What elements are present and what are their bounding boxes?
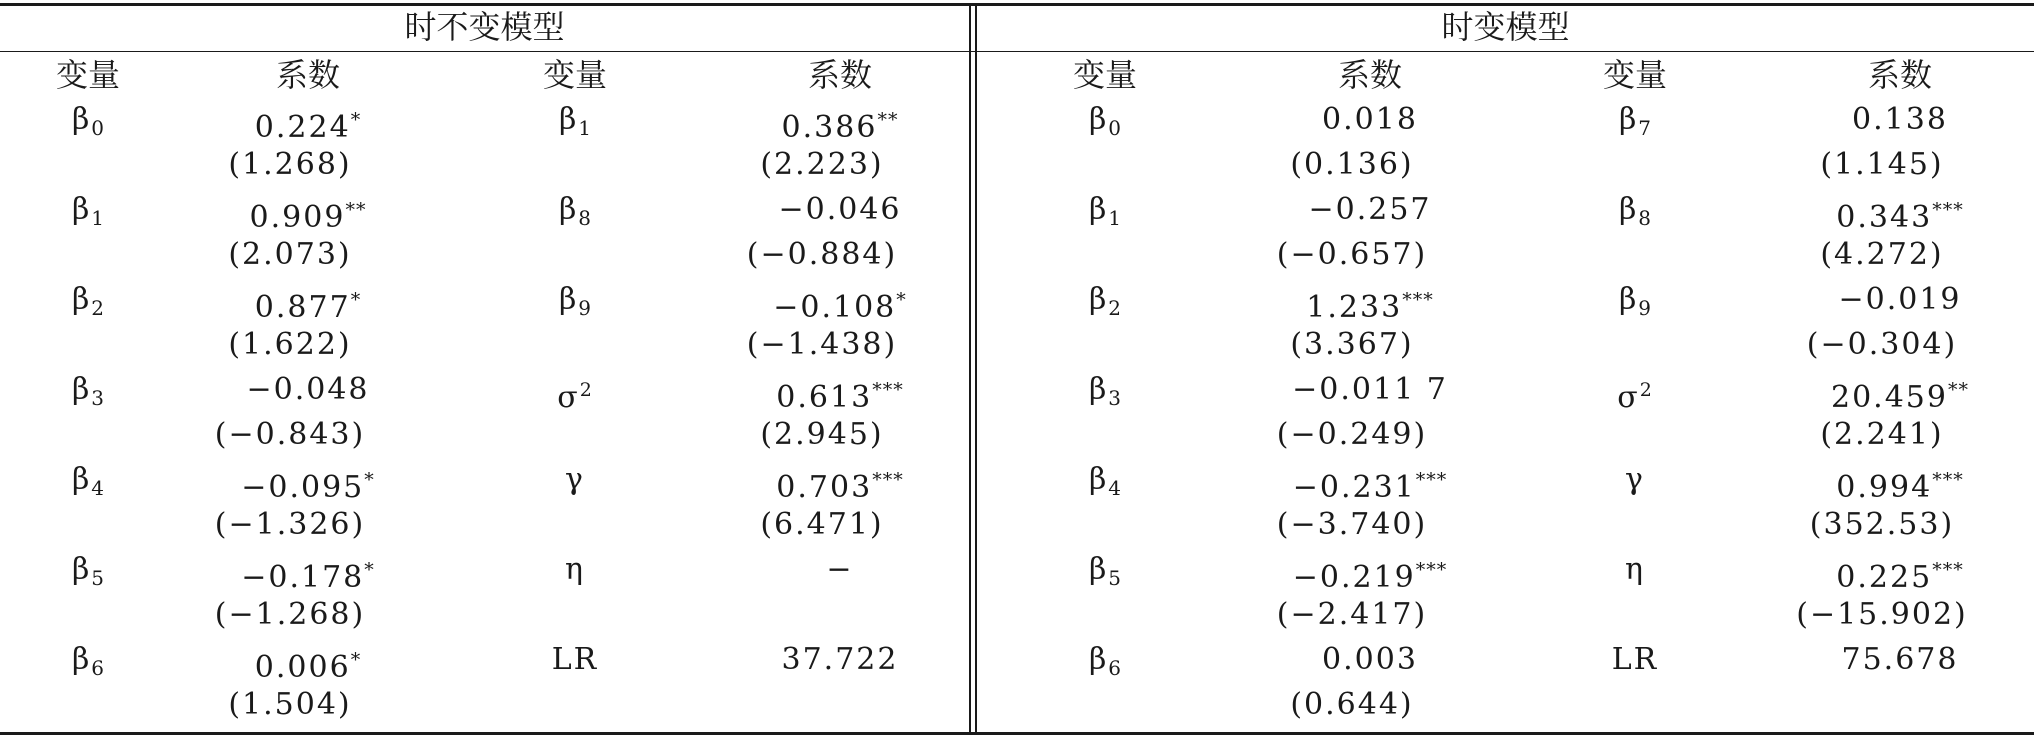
coefficient-value: 0.003 (1322, 642, 1418, 677)
coefficient-cell (1790, 278, 2010, 322)
coefficient-cell (1790, 368, 2010, 415)
coefficient-cell (730, 368, 950, 415)
variable-cell (0, 548, 198, 592)
coefficient-cell (1260, 548, 1480, 595)
coefficient-value: 0.877 (254, 290, 351, 325)
coefficient-cell (1260, 188, 1480, 232)
header-variable: 变量 (542, 56, 607, 94)
variable-cell (0, 458, 198, 502)
variable-subscript: 4 (91, 476, 105, 500)
variable-symbol: β (1088, 642, 1109, 677)
table-bottom-rule (0, 732, 2034, 735)
variable-cell (1525, 458, 1745, 502)
t-statistic-value: (−1.438) (746, 327, 898, 362)
t-statistic-value: (−2.417) (1276, 597, 1428, 632)
variable-cell (465, 188, 685, 232)
variable-cell (465, 638, 685, 682)
variable-subscript: 1 (1108, 206, 1122, 230)
significance-stars: *** (1932, 199, 1964, 221)
variable-subscript: 9 (578, 296, 592, 320)
t-statistic-value: (−0.884) (746, 237, 898, 272)
variable-symbol: σ (1617, 380, 1640, 415)
variable-subscript: 2 (91, 296, 105, 320)
variable-cell (0, 98, 198, 142)
variable-subscript: 8 (1638, 206, 1652, 230)
variable-symbol: β (71, 282, 92, 317)
variable-subscript: 1 (91, 206, 105, 230)
coefficient-cell (730, 98, 950, 145)
t-statistic-cell (1772, 233, 1992, 277)
variable-cell (995, 278, 1215, 322)
t-statistic-cell (1242, 683, 1462, 727)
t-statistic-value: (0.136) (1290, 147, 1414, 182)
variable-symbol: β (558, 282, 579, 317)
variable-subscript: 1 (578, 116, 592, 140)
significance-stars: *** (1415, 469, 1448, 491)
t-statistic-cell (1242, 323, 1462, 367)
variable-symbol: η (565, 552, 585, 587)
header-coefficient: 系数 (1867, 56, 1932, 94)
coefficient-value: −0.048 (246, 372, 370, 407)
group-title-time-invariant: 时不变模型 (404, 8, 565, 46)
coefficient-value: −0.046 (778, 192, 902, 227)
coefficient-cell (730, 278, 950, 325)
coefficient-cell (198, 278, 418, 325)
significance-stars: * (350, 289, 362, 311)
t-statistic-value: (3.367) (1290, 327, 1414, 362)
variable-subscript: 6 (91, 656, 105, 680)
t-statistic-cell (1242, 503, 1462, 547)
coefficient-cell (730, 638, 950, 682)
header-variable: 变量 (55, 56, 120, 94)
t-statistic-value: (2.945) (760, 417, 884, 452)
variable-symbol: LR (1611, 642, 1659, 677)
variable-symbol: β (1088, 462, 1109, 497)
t-statistic-value: (−1.326) (214, 507, 366, 542)
significance-stars: *** (872, 379, 904, 401)
t-statistic-value: (2.241) (1820, 417, 1944, 452)
variable-symbol: β (1088, 552, 1109, 587)
coefficient-cell (198, 98, 418, 145)
coefficient-value: 0.225 (1836, 560, 1933, 595)
variable-symbol: β (1088, 282, 1109, 317)
header-coefficient: 系数 (1337, 56, 1402, 94)
coefficient-value: 0.386 (781, 110, 878, 145)
coefficient-cell (1260, 98, 1480, 142)
variable-symbol: β (71, 102, 92, 137)
variable-subscript: 4 (1108, 476, 1122, 500)
significance-stars: ** (877, 109, 899, 131)
coefficient-cell (1790, 188, 2010, 235)
t-statistic-cell (180, 233, 400, 277)
t-statistic-cell (180, 413, 400, 457)
t-statistic-cell (1772, 143, 1992, 187)
t-statistic-cell (712, 143, 932, 187)
coefficient-value: 0.138 (1852, 102, 1948, 137)
variable-subscript: 2 (1108, 296, 1122, 320)
coefficient-cell (1790, 638, 2010, 682)
variable-cell (995, 458, 1215, 502)
coefficient-value: −0.095 (241, 470, 365, 505)
coefficient-value: − (826, 552, 854, 587)
variable-cell (995, 638, 1215, 682)
t-statistic-value: (1.504) (228, 687, 352, 722)
coefficient-value: 0.994 (1836, 470, 1933, 505)
t-statistic-cell (180, 323, 400, 367)
t-statistic-cell (1772, 593, 1992, 637)
t-statistic-value: (6.471) (760, 507, 884, 542)
variable-cell (465, 368, 685, 415)
variable-cell (0, 368, 198, 412)
coefficient-value: 37.722 (781, 642, 899, 677)
t-statistic-value: (4.272) (1820, 237, 1944, 272)
variable-subscript: 3 (1108, 386, 1122, 410)
t-statistic-cell (712, 323, 932, 367)
header-coefficient: 系数 (275, 56, 340, 94)
t-statistic-value: (−0.304) (1806, 327, 1958, 362)
t-statistic-cell (1242, 143, 1462, 187)
variable-symbol: LR (551, 642, 599, 677)
variable-symbol: β (1088, 192, 1109, 227)
variable-cell (465, 458, 685, 502)
variable-symbol: β (71, 372, 92, 407)
coefficient-cell (1260, 638, 1480, 682)
variable-subscript: 8 (578, 206, 592, 230)
group-title-time-varying: 时变模型 (1441, 8, 1570, 46)
t-statistic-cell (180, 593, 400, 637)
coefficient-cell (730, 458, 950, 505)
variable-symbol: β (71, 462, 92, 497)
coefficient-cell (198, 188, 418, 235)
coefficient-cell (1260, 458, 1480, 505)
variable-cell (1525, 368, 1745, 415)
variable-cell (1525, 638, 1745, 682)
t-statistic-cell (180, 143, 400, 187)
t-statistic-value: (352.53) (1809, 507, 1955, 542)
coefficient-value: −0.219 (1292, 560, 1416, 595)
coefficient-value: 0.224 (254, 110, 351, 145)
coefficient-value: 20.459 (1831, 380, 1948, 415)
significance-stars: * (364, 469, 375, 491)
significance-stars: * (350, 649, 362, 671)
coefficient-value: 0.909 (249, 200, 346, 235)
coefficient-value: −0.231 (1292, 470, 1416, 505)
coefficient-value: −0.108 (773, 290, 897, 325)
coefficient-cell (198, 368, 418, 412)
variable-symbol: β (1618, 192, 1639, 227)
significance-stars: *** (1932, 469, 1964, 491)
t-statistic-cell (1242, 413, 1462, 457)
t-statistic-value: (1.268) (228, 147, 352, 182)
variable-symbol: β (1618, 102, 1639, 137)
variable-symbol: β (1618, 282, 1639, 317)
coefficient-cell (730, 188, 950, 232)
variable-cell (995, 548, 1215, 592)
coefficient-value: 1.233 (1306, 290, 1403, 325)
t-statistic-value: (−15.902) (1796, 597, 1968, 632)
variable-cell (465, 278, 685, 322)
variable-cell (0, 638, 198, 682)
variable-cell (995, 188, 1215, 232)
coefficient-value: 0.018 (1322, 102, 1418, 137)
variable-symbol: η (1625, 552, 1645, 587)
coefficient-cell (1790, 98, 2010, 142)
variable-cell (1525, 278, 1745, 322)
variable-cell (1525, 188, 1745, 232)
t-statistic-value: (−1.268) (214, 597, 366, 632)
variable-symbol: β (71, 642, 92, 677)
t-statistic-cell (712, 413, 932, 457)
header-variable: 变量 (1072, 56, 1137, 94)
variable-subscript: 0 (1108, 116, 1122, 140)
coefficient-cell (198, 638, 418, 685)
significance-stars: *** (872, 469, 904, 491)
significance-stars: *** (1402, 289, 1434, 311)
variable-cell (465, 98, 685, 142)
coefficient-value: −0.019 (1838, 282, 1962, 317)
coefficient-cell (730, 548, 950, 592)
significance-stars: ** (345, 199, 367, 221)
variable-subscript: 9 (1638, 296, 1652, 320)
group-divider-line (975, 3, 977, 734)
variable-cell (1525, 548, 1745, 592)
t-statistic-value: (1.145) (1820, 147, 1944, 182)
t-statistic-cell (1242, 593, 1462, 637)
coefficient-cell (1790, 458, 2010, 505)
t-statistic-cell (1772, 503, 1992, 547)
significance-stars: * (364, 559, 375, 581)
coefficient-cell (198, 458, 418, 505)
significance-stars: * (896, 289, 907, 311)
coefficient-value: −0.011 7 (1292, 372, 1448, 407)
t-statistic-value: (2.223) (760, 147, 884, 182)
variable-symbol: γ (565, 462, 585, 497)
t-statistic-cell (712, 503, 932, 547)
significance-stars: *** (1932, 559, 1964, 581)
variable-subscript: 6 (1108, 656, 1122, 680)
coefficient-value: 0.613 (776, 380, 873, 415)
coefficient-value: −0.257 (1308, 192, 1432, 227)
group-divider-line (969, 3, 971, 734)
coefficient-value: 0.703 (776, 470, 873, 505)
variable-symbol: β (71, 552, 92, 587)
t-statistic-cell (1772, 413, 1992, 457)
coefficient-value: 0.343 (1836, 200, 1933, 235)
coefficient-value: 75.678 (1841, 642, 1959, 677)
variable-symbol: β (558, 192, 579, 227)
variable-symbol: σ (557, 380, 580, 415)
variable-subscript: 5 (1108, 566, 1122, 590)
variable-superscript: 2 (579, 379, 593, 401)
t-statistic-value: (2.073) (228, 237, 352, 272)
variable-subscript: 5 (91, 566, 105, 590)
variable-symbol: β (1088, 102, 1109, 137)
t-statistic-value: (−0.843) (214, 417, 366, 452)
significance-stars: *** (1415, 559, 1448, 581)
header-coefficient: 系数 (807, 56, 872, 94)
variable-cell (465, 548, 685, 592)
variable-subscript: 0 (91, 116, 105, 140)
t-statistic-cell (712, 233, 932, 277)
significance-stars: * (350, 109, 362, 131)
variable-symbol: β (558, 102, 579, 137)
variable-symbol: β (1088, 372, 1109, 407)
coefficient-value: 0.006 (254, 650, 351, 685)
t-statistic-value: (−0.657) (1276, 237, 1428, 272)
t-statistic-value: (0.644) (1290, 687, 1414, 722)
coefficient-value: −0.178 (241, 560, 365, 595)
significance-stars: ** (1947, 379, 1969, 401)
variable-cell (995, 98, 1215, 142)
variable-cell (1525, 98, 1745, 142)
coefficient-cell (1790, 548, 2010, 595)
variable-subscript: 3 (91, 386, 105, 410)
variable-cell (995, 368, 1215, 412)
coefficient-cell (1260, 368, 1480, 412)
header-variable: 变量 (1602, 56, 1667, 94)
t-statistic-cell (1242, 233, 1462, 277)
variable-symbol: γ (1625, 462, 1645, 497)
t-statistic-cell (180, 503, 400, 547)
variable-cell (0, 278, 198, 322)
t-statistic-cell (180, 683, 400, 727)
t-statistic-cell (1772, 323, 1992, 367)
variable-symbol: β (71, 192, 92, 227)
coefficient-cell (1260, 278, 1480, 325)
variable-cell (0, 188, 198, 232)
t-statistic-value: (−0.249) (1276, 417, 1428, 452)
t-statistic-value: (1.622) (228, 327, 352, 362)
coefficient-cell (198, 548, 418, 595)
variable-superscript: 2 (1639, 379, 1653, 401)
t-statistic-value: (−3.740) (1276, 507, 1428, 542)
variable-subscript: 7 (1638, 116, 1652, 140)
